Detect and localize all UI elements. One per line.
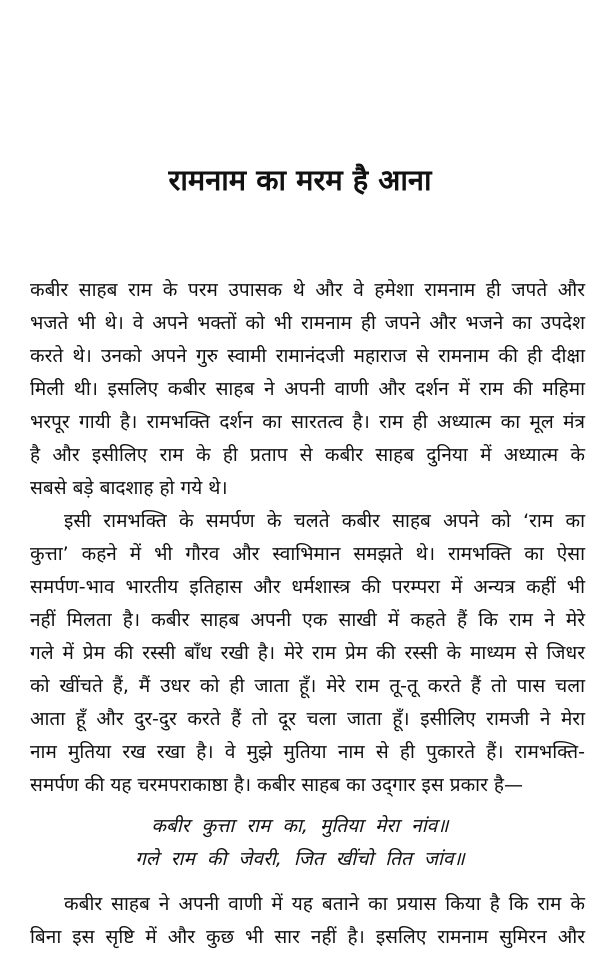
text-line: कबीर साहब राम के परम उपासक थे और वे हमेशा रामनाम ही जपते और [30, 279, 585, 301]
text-line: आता हूँ और दुर-दुर करते हैं तो दूर चला जाता हूँ। इसीलिए रामजी ने मेरा [30, 708, 585, 730]
text-line: गले में प्रेम की रस्सी बाँध रखी है। मेरे राम प्रेम की रस्सी के माध्यम से जिधर [30, 642, 585, 664]
text-line: भजते भी थे। वे अपने भक्तों को भी रामनाम ही जपने और भजने का उपदेश [30, 312, 585, 334]
text-line: कुत्ता’ कहने में भी गौरव और स्वाभिमान समझते थे। रामभक्ति का ऐसा [30, 543, 585, 565]
text-line: मिली थी। इसलिए कबीर साहब ने अपनी वाणी और दर्शन में राम की महिमा [30, 378, 585, 400]
text-line: बिना इस सृष्टि में और कुछ भी सार नहीं है। इसलिए रामनाम सुमिरन और [30, 926, 585, 948]
text-line: सबसे बड़े बादशाह हो गये थे। [30, 477, 228, 499]
text-line: समर्पण की यह चरमपराकाष्ठा है। कबीर साहब का उद्‌गार इस प्रकार है— [30, 774, 523, 796]
text-line: है और इसीलिए राम के ही प्रताप से कबीर साहब दुनिया में अध्यात्म के [30, 444, 585, 466]
text-line: इसी रामभक्ति के समर्पण के चलते कबीर साहब अपने को ‘राम का [64, 510, 585, 532]
text-line: भरपूर गायी है। रामभक्ति दर्शन का सारतत्व है। राम ही अध्यात्म का मूल मंत्र [30, 411, 585, 433]
text-line: नहीं मिलता है। कबीर साहब अपनी एक साखी में कहते हैं कि राम ने मेरे [30, 609, 585, 631]
chapter-title: रामनाम का मरम है आना [168, 163, 432, 197]
text-line: नाम मुतिया रख रखा है। वे मुझे मुतिया नाम से ही पुकारते हैं। रामभक्ति- [30, 741, 585, 763]
text-line: करते थे। उनको अपने गुरु स्वामी रामानंदजी महाराज से रामनाम की ही दीक्षा [30, 345, 585, 367]
text-line: कबीर साहब ने अपनी वाणी में यह बताने का प्रयास किया है कि राम के [64, 893, 585, 915]
verse-line: गले राम की जेवरी, जित खींचो तित जांव॥ [135, 848, 465, 870]
verse-line: कबीर कुत्ता राम का, मुतिया मेरा नांव॥ [151, 815, 449, 837]
text-line: को खींचते हैं, मैं उधर को ही जाता हूँ। मेरे राम तू-तू करते हैं तो पास चला [30, 675, 585, 697]
text-line: समर्पण-भाव भारतीय इतिहास और धर्मशास्त्र की परम्परा में अन्यत्र कहीं भी [30, 576, 585, 598]
